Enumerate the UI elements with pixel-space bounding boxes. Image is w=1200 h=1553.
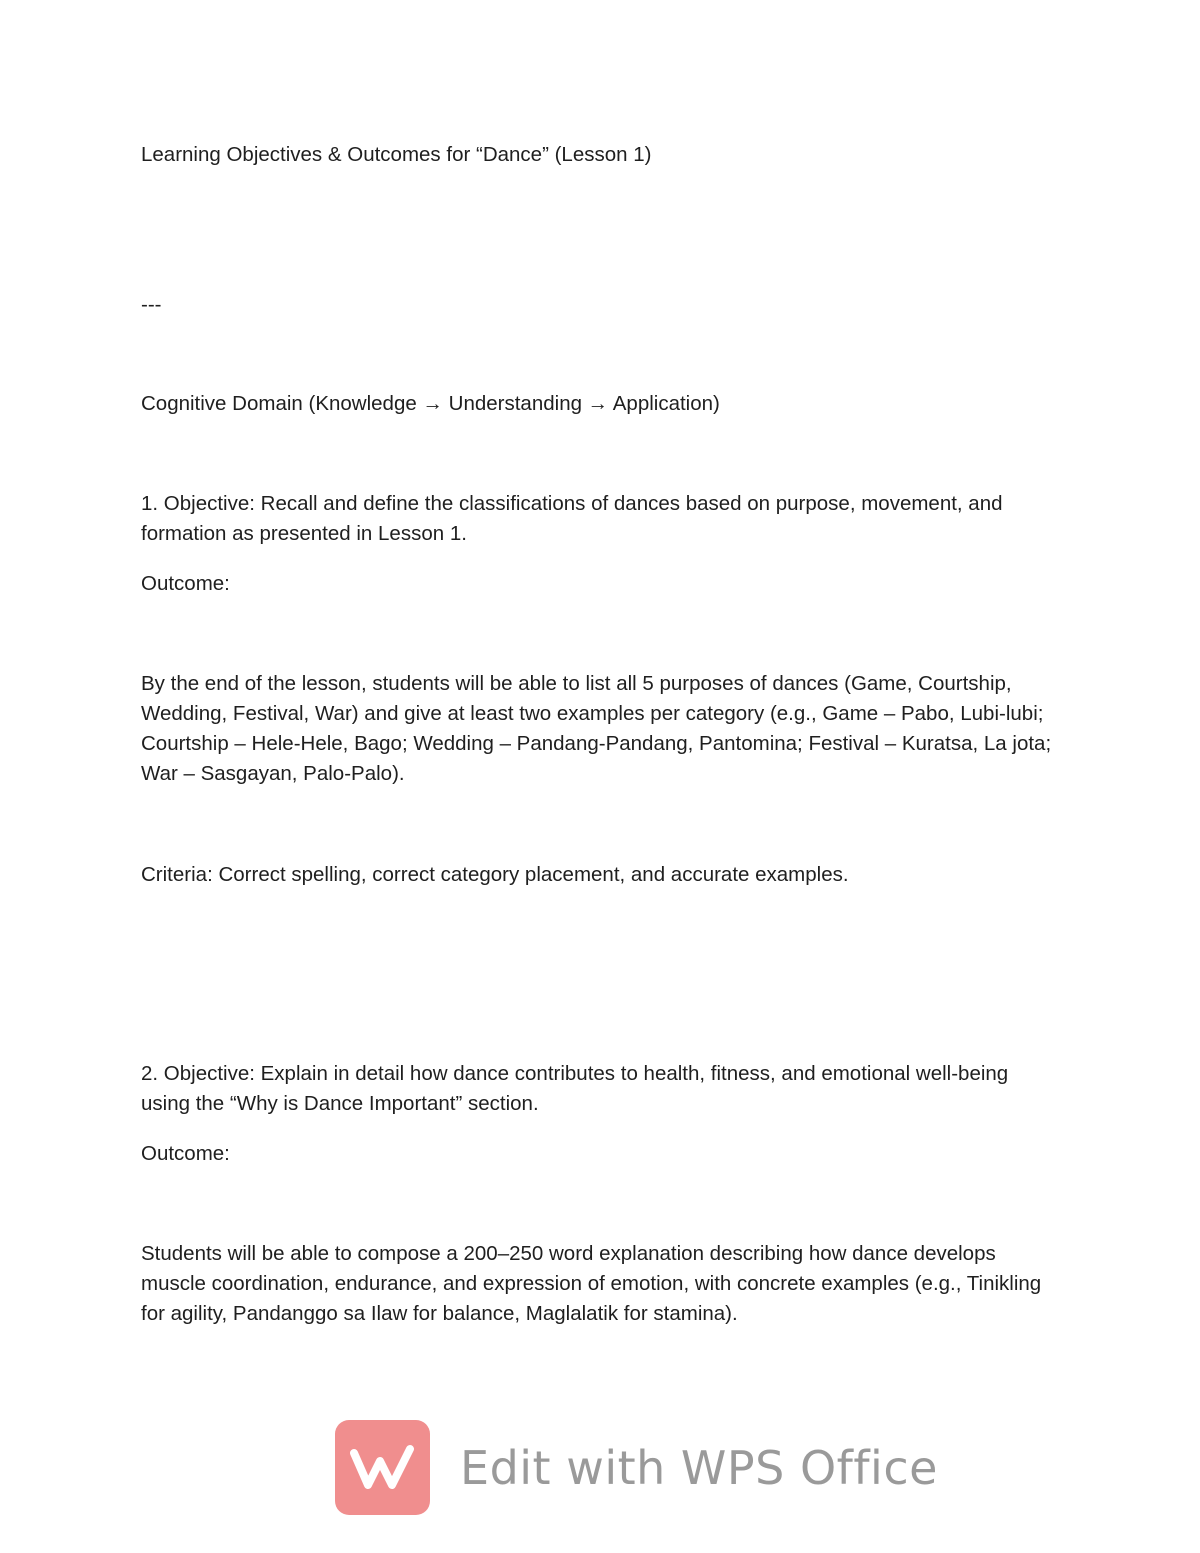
- objective-2-outcome-text: Students will be able to compose a 200–250 word explanation describing how dance develops muscle coordination, endurance, and expression of emotion, with concrete examples (e.g., Tinikling for agility, Pandanggo sa Ilaw for balance, Maglalatik for stamina).: [141, 1242, 1042, 1325]
- objective-1-text: 1. Objective: Recall and define the classifications of dances based on purpose, movement, and formation as presented in Lesson 1.: [141, 492, 1003, 545]
- objective-1-outcome-text: By the end of the lesson, students will be able to list all 5 purposes of dances (Game, Courtship, Wedding, Festival, War) and give at least two examples per category (e.g., Game – Pabo, Lubi-lubi; Courtship – Hele-Hele, Bago; Wedding – Pandang-Pandang, Pantomina; Festival – Kuratsa, La jota; War – Sasgayan, Palo-Palo).: [141, 672, 1052, 785]
- wps-banner-text: Edit with WPS Office: [460, 1440, 938, 1495]
- objective-1-criteria: Criteria: Correct spelling, correct category placement, and accurate examples.: [141, 863, 849, 886]
- edit-with-wps-banner[interactable]: [335, 1420, 938, 1515]
- objective-2-outcome-label: Outcome:: [141, 1142, 230, 1165]
- document-title: Learning Objectives & Outcomes for “Dance” (Lesson 1): [141, 143, 652, 166]
- wps-logo-icon: [335, 1420, 430, 1515]
- objective-1-outcome-label: Outcome:: [141, 572, 230, 595]
- objective-2-text: 2. Objective: Explain in detail how dance contributes to health, fitness, and emotional well-being using the “Why is Dance Important” section.: [141, 1062, 1009, 1115]
- section-separator: ---: [141, 293, 162, 316]
- domain-heading: Cognitive Domain (Knowledge → Understanding → Application): [141, 392, 720, 415]
